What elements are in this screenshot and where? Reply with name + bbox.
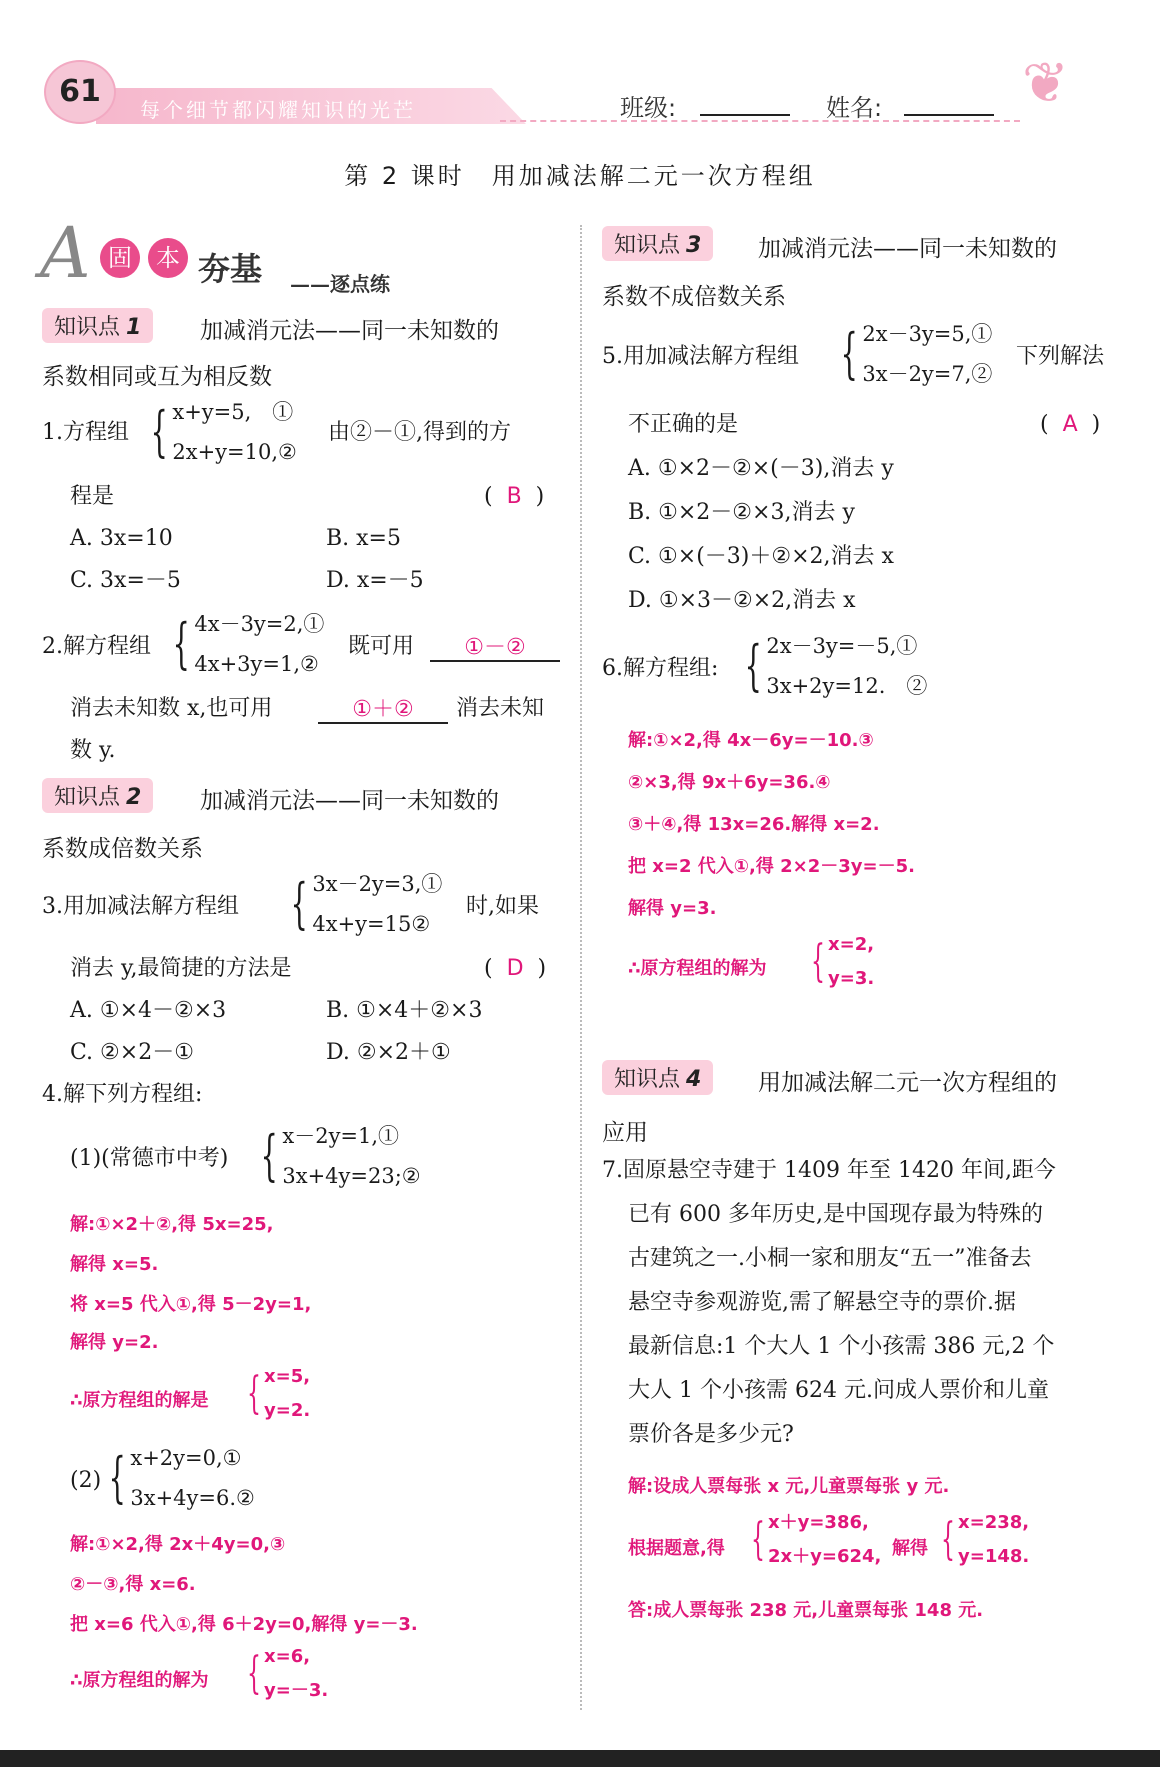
q5-option-b: B. ①×2－②×3,消去 y [628, 500, 855, 525]
q4-p1-solution-5: ∴原方程组的解是 [70, 1390, 209, 1411]
kp3-title-line1: 加减消元法——同一未知数的 [758, 236, 1057, 262]
q3-option-d: D. ②×2＋① [326, 1040, 451, 1065]
brace-icon: { [941, 1514, 955, 1565]
kp3-title-line2: 系数不成倍数关系 [602, 284, 786, 310]
brace-icon: { [172, 612, 190, 675]
q1-equation-system: { x+y=5, ① 2x+y=10,② [150, 400, 297, 464]
motto-text: 每个细节都闪耀知识的光芒 [140, 98, 416, 122]
q5-stem-a: 5.用加减法解方程组 [602, 344, 799, 369]
q3-answer: D [506, 956, 524, 981]
q6-solution-1: 解:①×2,得 4x－6y=－10.③ [628, 730, 874, 751]
q5-option-c: C. ①×(－3)＋②×2,消去 x [628, 544, 894, 569]
kp2-tag: 知识点 2 [42, 778, 153, 813]
q2-stem-e: 数 y. [70, 738, 116, 763]
page-number-badge [44, 60, 116, 124]
q6-stem: 6.解方程组: [602, 656, 719, 681]
brace-icon: { [247, 1368, 261, 1419]
kp2-title-line1: 加减消元法——同一未知数的 [200, 788, 499, 814]
q7-line-2: 已有 600 多年历史,是中国现存最为特殊的 [628, 1202, 1043, 1227]
brace-icon: { [290, 872, 308, 935]
q3-option-c: C. ②×2－① [70, 1040, 194, 1065]
q2-stem-a: 2.解方程组 [42, 634, 151, 659]
q2-stem-d: 消去未知 [456, 696, 545, 721]
flourish-ornament-icon: ❦ [1022, 51, 1069, 116]
q3-stem-a: 3.用加减法解方程组 [42, 894, 239, 919]
q7-solution-3: 解得 [892, 1538, 928, 1559]
q5-stem-b: 下列解法 [1016, 344, 1105, 369]
q4-p2-solution-1: 解:①×2,得 2x＋4y=0,③ [70, 1534, 286, 1555]
brace-icon: { [260, 1124, 278, 1187]
brace-icon: { [150, 400, 168, 463]
bottom-bar [0, 1750, 1160, 1767]
q5-answer-bracket: ( A ) [1040, 412, 1101, 437]
q3-option-a: A. ①×4－②×3 [70, 998, 227, 1023]
q2-blank-1: ①－② [430, 630, 560, 662]
q1-option-d: D. x=－5 [326, 568, 424, 593]
kp2-title-line2: 系数成倍数关系 [42, 836, 203, 862]
section-title: 夯基 [198, 250, 263, 288]
q3-option-b: B. ①×4＋②×3 [326, 998, 483, 1023]
page-number: 61 [59, 74, 101, 109]
q4-p1-solution-2: 解得 x=5. [70, 1254, 159, 1275]
q4-p1-solution-3: 将 x=5 代入①,得 5－2y=1, [70, 1294, 312, 1315]
knowledge-point-4 [602, 1060, 713, 1095]
q4-p1-label: (1)(常德市中考) [70, 1146, 229, 1171]
kp4-title-line2: 应用 [602, 1120, 648, 1146]
q5-answer: A [1062, 412, 1078, 437]
kp1-title-line2: 系数相同或互为相反数 [42, 364, 272, 390]
column-divider [580, 225, 582, 1710]
q3-stem-b: 时,如果 [466, 894, 539, 919]
q7-line-3: 古建筑之一.小桐一家和朋友“五一”准备去 [628, 1246, 1032, 1271]
section-char-ben: 本 [148, 238, 188, 278]
q5-option-a: A. ①×2－②×(－3),消去 y [628, 456, 894, 481]
q1-option-c: C. 3x=－5 [70, 568, 181, 593]
q3-answer-bracket: ( D ) [484, 956, 547, 981]
q6-solution-6: ∴原方程组的解为 [628, 958, 767, 979]
q7-answer-system: { x=238, y=148. [941, 1512, 1030, 1567]
q5-stem-c: 不正确的是 [628, 412, 739, 437]
brace-icon: { [811, 936, 825, 987]
q5-equation-system: { 2x－3y=5,① 3x－2y=7,② [840, 322, 993, 386]
lesson-title: 第 2 课时 用加减法解二元一次方程组 [344, 162, 816, 190]
q7-line-1: 7.固原悬空寺建于 1409 年至 1420 年间,距今 [602, 1158, 1056, 1183]
q7-line-6: 大人 1 个小孩需 624 元.问成人票价和儿童 [628, 1378, 1049, 1403]
knowledge-point-3 [602, 226, 713, 261]
kp1-title-line1: 加减消元法——同一未知数的 [200, 318, 499, 344]
q2-equation-system: { 4x－3y=2,① 4x+3y=1,② [172, 612, 325, 676]
q1-option-b: B. x=5 [326, 526, 401, 551]
q4-p1-equation-system: { x－2y=1,① 3x+4y=23;② [260, 1124, 421, 1188]
kp4-tag: 知识点 4 [602, 1060, 713, 1095]
q1-stem-c: 程是 [70, 484, 115, 509]
brace-icon: { [108, 1446, 126, 1509]
q7-solution-4: 答:成人票每张 238 元,儿童票每张 148 元. [628, 1600, 984, 1621]
class-label: 班级: [620, 94, 677, 122]
q1-answer: B [506, 484, 522, 509]
q7-solution-1: 解:设成人票每张 x 元,儿童票每张 y 元. [628, 1476, 950, 1497]
q7-line-4: 悬空寺参观游览,需了解悬空寺的票价.据 [628, 1290, 1016, 1315]
brace-icon: { [744, 634, 762, 697]
q6-equation-system: { 2x－3y=－5,① 3x+2y=12. ② [744, 634, 928, 698]
q7-line-7: 票价各是多少元? [628, 1422, 794, 1447]
section-subtitle: ——逐点练 [290, 272, 390, 296]
q4-p2-label: (2) [70, 1468, 102, 1493]
header-dashed-line [500, 120, 1020, 122]
q6-solution-3: ③＋④,得 13x=26.解得 x=2. [628, 814, 880, 835]
q6-answer-system: { x=2, y=3. [811, 934, 875, 989]
q3-equation-system: { 3x－2y=3,① 4x+y=15② [290, 872, 443, 936]
class-field[interactable] [700, 88, 790, 116]
q6-solution-2: ②×3,得 9x＋6y=36.④ [628, 772, 831, 793]
kp4-title-line1: 用加减法解二元一次方程组的 [758, 1070, 1057, 1096]
brace-icon: { [247, 1648, 261, 1699]
kp3-tag: 知识点 3 [602, 226, 713, 261]
brace-icon: { [840, 322, 858, 385]
q2-stem-c: 消去未知数 x,也可用 [70, 696, 273, 721]
q4-p1-answer-system: { x=5, y=2. [247, 1366, 311, 1421]
brace-icon: { [751, 1514, 765, 1565]
q1-answer-bracket: ( B ) [484, 484, 545, 509]
q7-equation-system: { x＋y=386, 2x＋y=624, [751, 1512, 882, 1567]
q4-p2-solution-2: ②－③,得 x=6. [70, 1574, 196, 1595]
q4-p1-solution-1: 解:①×2＋②,得 5x=25, [70, 1214, 274, 1235]
q2-stem-b: 既可用 [348, 634, 415, 659]
q5-option-d: D. ①×3－②×2,消去 x [628, 588, 856, 613]
q3-stem-c: 消去 y,最简捷的方法是 [70, 956, 292, 981]
q4-p2-equation-system: { x+2y=0,① 3x+4y=6.② [108, 1446, 255, 1510]
q6-solution-4: 把 x=2 代入①,得 2×2－3y=－5. [628, 856, 915, 877]
section-char-gu: 固 [100, 238, 140, 278]
q4-stem: 4.解下列方程组: [42, 1082, 203, 1107]
q4-p1-solution-4: 解得 y=2. [70, 1332, 159, 1353]
knowledge-point-1 [42, 308, 153, 343]
name-field[interactable] [904, 88, 994, 116]
q4-p2-solution-4: ∴原方程组的解为 [70, 1670, 209, 1691]
kp1-tag: 知识点 1 [42, 308, 153, 343]
section-letter-a-icon: A [40, 212, 91, 294]
q1-stem-b: 由②－①,得到的方 [328, 420, 511, 445]
q1-option-a: A. 3x=10 [70, 526, 173, 551]
q1-stem-a: 1.方程组 [42, 420, 129, 445]
q2-blank-2: ①＋② [318, 692, 448, 724]
q4-p2-solution-3: 把 x=6 代入①,得 6＋2y=0,解得 y=－3. [70, 1614, 418, 1635]
knowledge-point-2 [42, 778, 153, 813]
q7-line-5: 最新信息:1 个大人 1 个小孩需 386 元,2 个 [628, 1334, 1055, 1359]
name-label: 姓名: [826, 94, 883, 122]
q6-solution-5: 解得 y=3. [628, 898, 717, 919]
q7-solution-2: 根据题意,得 [628, 1538, 725, 1559]
q4-p2-answer-system: { x=6, y=－3. [247, 1646, 329, 1701]
